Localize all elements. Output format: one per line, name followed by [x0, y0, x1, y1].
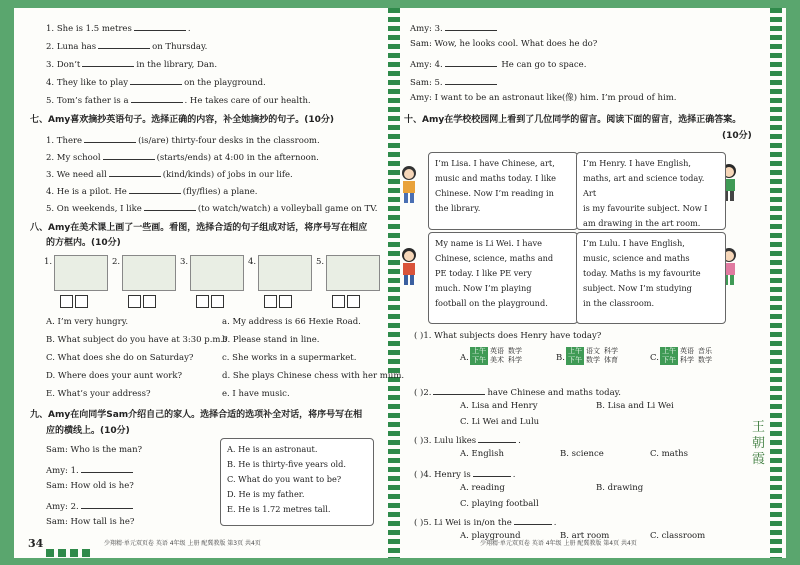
picture-supermarket: [54, 255, 108, 291]
section-7-title: 七、Amy喜欢摘抄英语句子。选择正确的内容，补全她摘抄的句子。(10分): [30, 115, 334, 125]
option-b-table[interactable]: 上午 语文 科学 下午 数学 体育: [568, 347, 618, 364]
question-1: ( )1. What subjects does Henry have today?: [414, 331, 602, 341]
picture-chess: [326, 255, 380, 291]
answer-blank[interactable]: [433, 386, 485, 395]
answer-blank[interactable]: [130, 76, 182, 85]
answer-blank[interactable]: [445, 22, 497, 31]
question-4: ( )4. Henry is .: [414, 470, 516, 480]
answer-blank[interactable]: [129, 185, 181, 194]
answer-blank[interactable]: [131, 94, 183, 103]
right-footer: 少翔精·单元双页卷 英语 4年级 上册 配冀教版 第4页 共4页: [480, 540, 637, 547]
answer-blank[interactable]: [478, 434, 516, 443]
section-10-title: 十、Amy在学校校园网上看到了几位同学的留言。阅读下面的留言，选择正确答案。: [404, 115, 742, 125]
question-2: ( )2. have Chinese and maths today.: [414, 388, 622, 398]
answer-blank[interactable]: [445, 58, 497, 67]
option-c-table[interactable]: 上午 英语 音乐 下午 科学 数学: [662, 347, 712, 364]
answer-blank[interactable]: [445, 76, 497, 85]
answer-box[interactable]: [128, 295, 141, 308]
answer-box[interactable]: [332, 295, 345, 308]
side-brand: 王朝霞: [752, 420, 766, 467]
girl-lisa-icon: [396, 164, 422, 204]
message-li-wei: My name is Li Wei. I have Chinese, science, maths and PE today. I like PE very much. Now I’m playing football on the playground.: [428, 232, 578, 324]
answer-blank[interactable]: [81, 500, 133, 509]
answer-blank[interactable]: [103, 151, 155, 160]
message-lulu: I’m Lulu. I have English, music, science and maths today. Maths is my favourite subject. Now I’m studying in the classroom.: [576, 232, 726, 324]
boy-li-wei-icon: [396, 246, 422, 286]
answer-blank[interactable]: [81, 464, 133, 473]
answer-box[interactable]: [347, 295, 360, 308]
answer-box[interactable]: [279, 295, 292, 308]
question-5: ( )5. Li Wei is in/on the .: [414, 518, 557, 528]
picture-music-class: [190, 255, 244, 291]
section-8-title: 八、Amy在美术课上画了一些画。看图，选择合适的句子组成对话，将序号写在相应: [30, 223, 368, 233]
answer-blank[interactable]: [82, 58, 134, 67]
answer-blank[interactable]: [98, 40, 150, 49]
answer-blank[interactable]: [109, 168, 161, 177]
answer-blank[interactable]: [84, 134, 136, 143]
answer-box[interactable]: [264, 295, 277, 308]
answer-blank[interactable]: [473, 468, 511, 477]
answer-box[interactable]: [196, 295, 209, 308]
answer-box[interactable]: [143, 295, 156, 308]
answer-blank[interactable]: [134, 22, 186, 31]
answer-box[interactable]: [60, 295, 73, 308]
answer-box[interactable]: [211, 295, 224, 308]
message-henry: I’m Henry. I have English, maths, art and science today. Art is my favourite subject. Now I am drawing in the art room.: [576, 152, 726, 230]
answer-blank[interactable]: [514, 516, 552, 525]
question-3: ( )3. Lulu likes .: [414, 436, 521, 446]
section-9-title: 九、Amy在向同学Sam介绍自己的家人。选择合适的选项补全对话，将序号写在相: [30, 410, 363, 420]
option-a-table[interactable]: 上午 英语 数学 下午 美术 科学: [472, 347, 522, 364]
answer-box[interactable]: [75, 295, 88, 308]
answer-blank[interactable]: [144, 202, 196, 211]
message-lisa: I’m Lisa. I have Chinese, art, music and maths today. I like Chinese. Now I’m reading in the library.: [428, 152, 578, 230]
page-number: 34: [28, 537, 44, 550]
picture-house: [258, 255, 312, 291]
right-border: [770, 8, 782, 558]
left-footer: 少翔精·单元双页卷 英语 4年级 上册 配冀教版 第3页 共4页: [104, 540, 261, 547]
picture-line-up: [122, 255, 176, 291]
options-box: A. He is an astronaut. B. He is thirty-five years old. C. What do you want to be? D. He is my father. E. He is 1.72 metres tall.: [220, 438, 374, 526]
